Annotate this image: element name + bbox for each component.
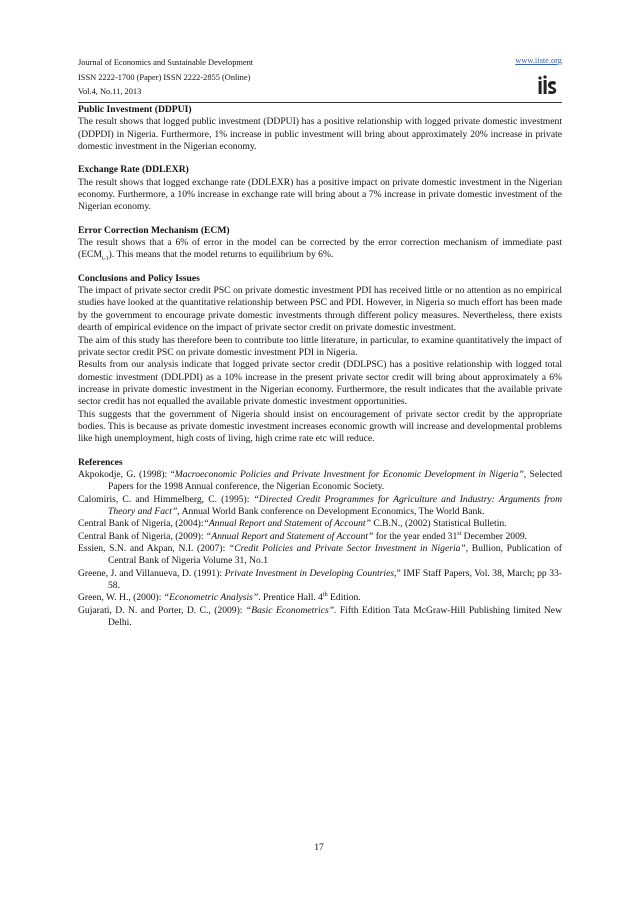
section-title-public-investment: Public Investment (DDPUI) [78, 104, 192, 115]
page-number: 17 [314, 842, 324, 853]
reference-item: Central Bank of Nigeria, (2009): “Annual Report and Statement of Account” for the year ended 31st December 2009. [78, 530, 528, 542]
paragraph-conclusions-4: This suggests that the government of Nigeria should insist on encouragement of private sector credit by the appropriate bodies. This is because as private domestic investment increases economic growth will increase and developmental problems like high unemployment, high costs of living, high crime rate etc will reduce. [78, 408, 562, 445]
journal-url-link[interactable]: www.iiste.org [515, 56, 562, 65]
paragraph-ecm [78, 237, 562, 262]
reference-item: Greene, J. and Villanueva, D. (1991): Private Investment in Developing Countries,” IMF Staff Papers, Vol. 38, March; pp 33-58. [78, 567, 562, 592]
paragraph-exchange-rate: The result shows that logged exchange rate (DDLEXR) has a positive impact on private domestic investment in the Nigerian economy. Furthermore, a 10% increase in exchange rate will bring about a 7% increase in private domestic investment of the Nigerian economy. [78, 176, 562, 213]
reference-item: Calomiris, C. and Himmelberg, C. (1995): “Directed Credit Programmes for Agriculture and Industry: Arguments from Theory and Fact”, Annual World Bank conference on Development Economics, The World Bank. [78, 493, 562, 517]
section-title-exchange-rate: Exchange Rate (DDLEXR) [78, 164, 189, 176]
main-content [78, 104, 562, 629]
header-rule [78, 102, 562, 103]
reference-item: Akpokodje, G. (1998): “Macroeconomic Policies and Private Investment for Economic Development in Nigeria”, Selected Papers for the 1998 Annual conference, the Nigerian Economic Society. [78, 468, 562, 493]
reference-item: Central Bank of Nigeria, (2004):“Annual Report and Statement of Account” C.B.N., (2002) Statistical Bulletin. [78, 518, 507, 530]
paragraph-public-investment: The result shows that logged public investment (DDPUI) has a positive relationship with logged private domestic investment (DDPDI) in Nigeria. Furthermore, 1% increase in public investment will bring about approximately 20% increase in private domestic investment in the Nigerian economy. [78, 116, 562, 153]
ecm-text-start: The result shows that a 6% of error in the model can be corrected by the error correction mechanism of immediate past (ECM [78, 237, 562, 261]
references-title: References [78, 456, 123, 468]
iiste-logo [534, 72, 560, 98]
paragraph-conclusions-2: The aim of this study has therefore been to contribute too little literature, in particular, to examine quantitatively the impact of private sector credit PSC on private domestic investment PDI in Nigeria. [78, 334, 562, 358]
reference-item: Essien, S.N. and Akpan, N.I. (2007): “Credit Policies and Private Sector Investment in Nigeria”, Bullion, Publication of Central Bank of Nigeria Volume 31, No.1 [78, 543, 562, 567]
paragraph-conclusions-1: The impact of private sector credit PSC on private domestic investment PDI has received little or no attention as no empirical studies have looked at the quantitative relationship between PSC and PDI. However, in Nigeria so much effort has been made by the government to encourage private domestic investments through different policy measures. Nevertheless, there exists dearth of empirical evidence on the impact of private sector credit on private domestic investment. [78, 285, 562, 334]
journal-header [78, 56, 562, 106]
ecm-subscript: t-1 [101, 256, 109, 263]
reference-item: Green, W. H., (2000): “Econometric Analysis”. Prentice Hall. 4th Edition. [78, 592, 361, 604]
section-title-conclusions: Conclusions and Policy Issues [78, 272, 200, 284]
paragraph-conclusions-3: Results from our analysis indicate that logged private sector credit (DDLPSC) has a positive relationship with logged total domestic investment (DDLPDI) as a 10% increase in the present private sector credit will bring about approximately a 6% increase in private domestic investment in the Nigerian economy. Furthermore, the result indicates that the available private sector credit has not equalled the available private domestic investment opportunities. [78, 359, 562, 408]
journal-name: Journal of Economics and Sustainable Development [78, 58, 254, 67]
journal-volume: Vol.4, No.11, 2013 [78, 87, 142, 97]
ecm-text-end: ). This means that the model returns to equilibrium by 6%. [108, 249, 334, 261]
section-title-ecm: Error Correction Mechanism (ECM) [78, 224, 230, 236]
reference-item: Gujarati, D. N. and Porter, D. C., (2009): “Basic Econometrics”. Fifth Edition Tata McGraw-Hill Publishing limited New Delhi. [78, 604, 562, 629]
journal-issn: ISSN 2222-1700 (Paper) ISSN 2222-2855 (Online) [78, 72, 251, 82]
